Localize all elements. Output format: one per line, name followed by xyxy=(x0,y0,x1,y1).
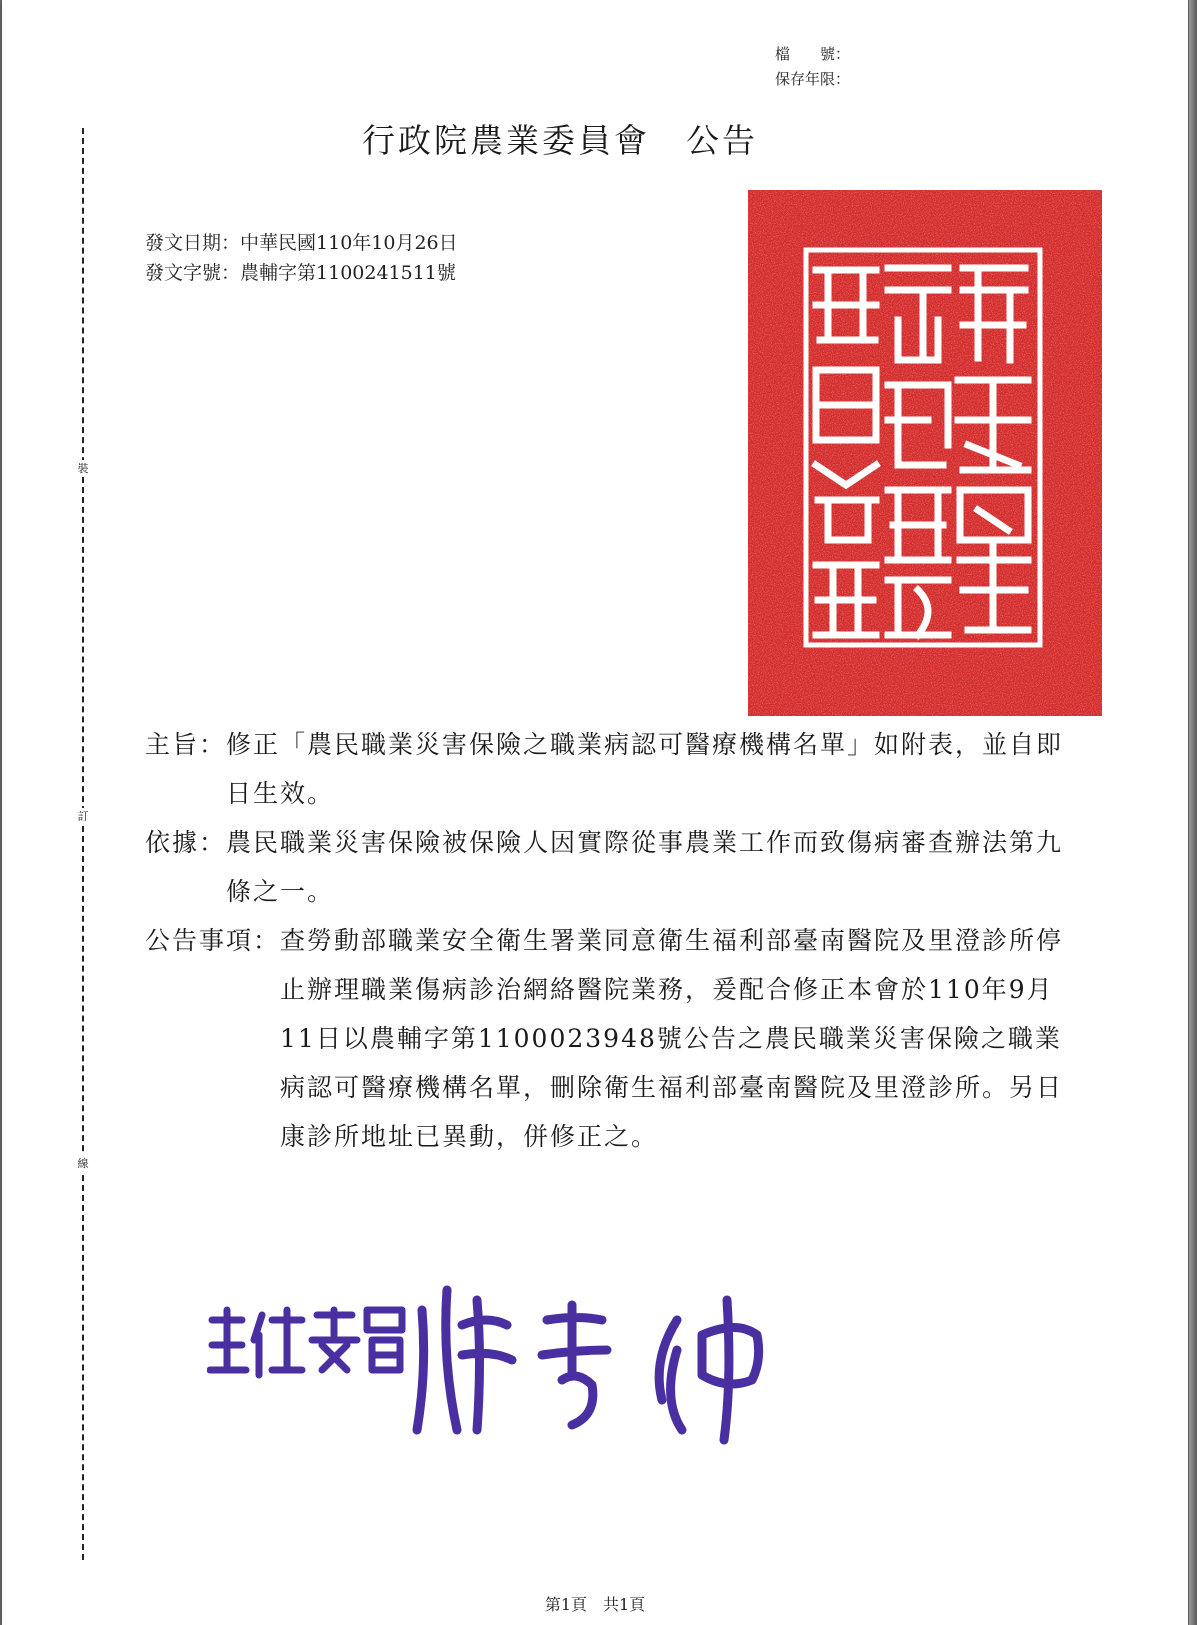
chairman-signature xyxy=(207,1280,787,1450)
notice-label: 公告事項： xyxy=(145,926,281,955)
file-meta xyxy=(775,42,850,92)
binding-line xyxy=(82,128,84,1560)
binding-mark-xian: 線 xyxy=(74,1155,92,1171)
archive-no-label: 檔 號： xyxy=(775,45,851,63)
notice-section xyxy=(145,916,1085,1161)
notice-text: 查勞動部職業安全衛生署業同意衛生福利部臺南醫院及里澄診所停止辦理職業傷病診治網絡醫院業務，爰配合修正本會於110年9月11日以農輔字第1100023948號公告之農民職業災害保險之職業病認可醫療機構名單，刪除衛生福利部臺南醫院及里澄診所。另日康診所地址已異動，併修正之。 xyxy=(280,926,1064,1151)
announcement-body xyxy=(145,720,1085,1161)
issue-meta xyxy=(145,228,458,288)
basis-section xyxy=(145,818,1085,916)
document-page xyxy=(2,0,1188,1625)
page-footer: 第1頁 共1頁 xyxy=(544,1595,646,1614)
document-title: 行政院農業委員會 公告 xyxy=(362,121,758,160)
signature-name-strokes xyxy=(417,1290,759,1440)
subject-label: 主旨： xyxy=(145,730,227,759)
basis-label: 依據： xyxy=(145,828,227,857)
issue-date-value: 中華民國110年10月26日 xyxy=(240,232,458,254)
issue-ref-label: 發文字號： xyxy=(145,262,241,284)
retention-label: 保存年限： xyxy=(775,70,851,88)
binding-mark-ding: 訂 xyxy=(74,808,92,824)
official-seal xyxy=(748,190,1102,716)
issue-date xyxy=(145,228,458,258)
subject-section xyxy=(145,720,1085,818)
viewer-edge xyxy=(1189,0,1197,1625)
issue-date-label: 發文日期： xyxy=(145,232,241,254)
basis-text: 農民職業災害保險被保險人因實際從事農業工作而致傷病審查辦法第九條之一。 xyxy=(226,828,1064,906)
issue-ref-value: 農輔字第1100241511號 xyxy=(240,262,456,284)
subject-text: 修正「農民職業災害保險之職業病認可醫療機構名單」如附表，並自即日生效。 xyxy=(226,730,1064,808)
issue-ref xyxy=(145,258,458,288)
signature-title-glyphs xyxy=(210,1310,402,1375)
binding-mark-zhuang: 裝 xyxy=(74,460,92,476)
